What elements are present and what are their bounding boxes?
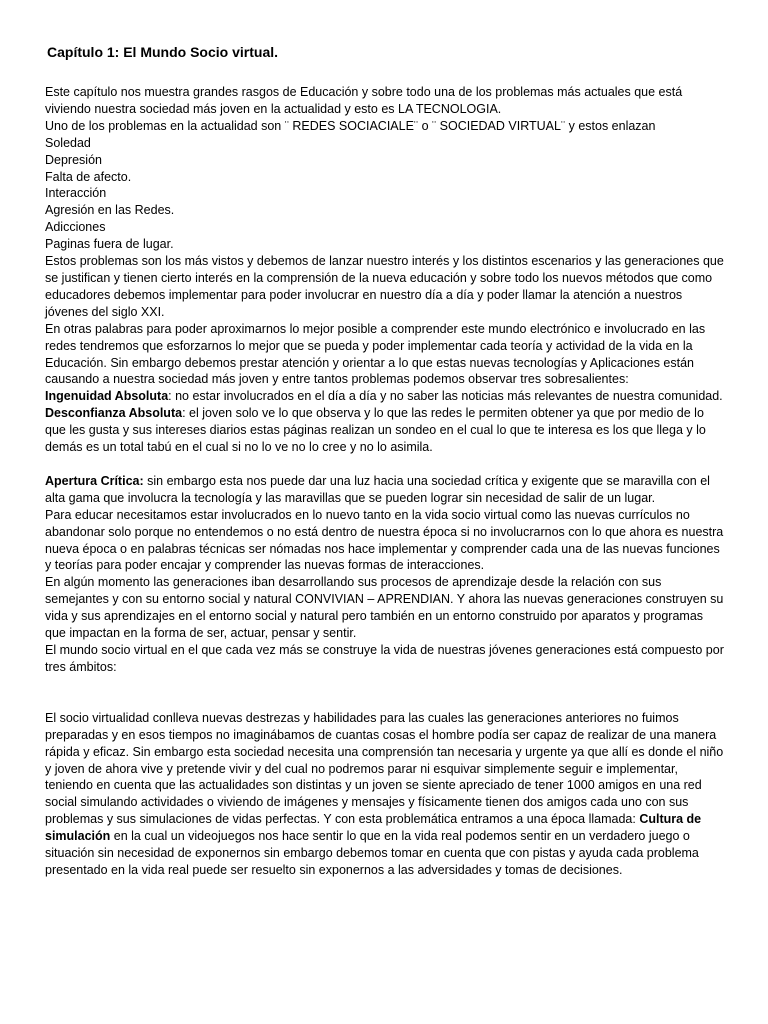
desconfianza-paragraph bbox=[45, 405, 725, 456]
problem-item: Paginas fuera de lugar. bbox=[45, 237, 174, 252]
virtualidad-text-b: en la cual un videojuegos nos hace sentir lo que en la vida real podemos sentir en un verdadero juego o situación sin necesidad de exponernos sin embargo debemos tomar en cuenta que con pistas y ayuda cada problema presentado en la vida real puede ser resuelto sin exponernos a las adversidades y tomas de decisiones. bbox=[45, 829, 699, 877]
page-title: Capítulo 1: El Mundo Socio virtual. bbox=[47, 44, 279, 60]
intro-paragraph: Este capítulo nos muestra grandes rasgos de Educación y sobre todo una de los problemas más actuales que está viviendo nuestra sociedad más joven en la actualidad y esto es LA TECNOLOGIA. bbox=[45, 85, 683, 116]
apertura-label: Apertura Crítica: bbox=[45, 473, 144, 488]
problem-item: Falta de afecto. bbox=[45, 169, 132, 184]
problems-list bbox=[45, 135, 725, 253]
problems-intro-paragraph: Uno de los problemas en la actualidad son ¨ REDES SOCIACIALE¨ o ¨ SOCIEDAD VIRTUAL¨ y estos enlazan bbox=[45, 118, 656, 133]
virtualidad-paragraph bbox=[45, 710, 725, 879]
paragraph-spacer bbox=[45, 456, 725, 473]
apertura-text: sin embargo esta nos puede dar una luz hacia una sociedad crítica y exigente que se maravilla con el alta gama que involucra la tecnología y las maravillas que se pueden lograr sin necesidad de salir de un lugar. bbox=[45, 473, 710, 505]
educar-paragraph: Para educar necesitamos estar involucrados en lo nuevo tanto en la vida socio virtual como las nuevas currículos no abandonar solo porque no entendemos o no está dentro de nuestra época si no involucrarnos con lo que ahora es nuestra nueva época o en palabras técnicas ser nómadas nos hace implementar y comprender cada una de las nuevas funciones y teorías para poder encajar y comprender las nuevas formas de interacciones. bbox=[45, 507, 724, 573]
ingenuidad-paragraph bbox=[45, 388, 725, 405]
mundo-paragraph: El mundo socio virtual en el que cada vez más se construye la vida de nuestras jóvenes generaciones está compuesto por tres ámbitos: bbox=[45, 643, 724, 674]
other-words-paragraph: En otras palabras para poder aproximarnos lo mejor posible a comprender este mundo electrónico e involucrado en las redes tendremos que esforzarnos lo mejor que se pueda y poder implementar cada teoría y actividad de la vida en la Educación. Sin embargo debemos prestar atención y orientar a lo que estas nuevas tecnologías y Aplicaciones están causando a nuestra sociedad más joven y entre tantos problemas podemos observar tres sobresalientes: bbox=[45, 321, 706, 387]
document-body bbox=[45, 84, 725, 879]
problem-item: Depresión bbox=[45, 152, 102, 167]
problems-paragraph: Estos problemas son los más vistos y debemos de lanzar nuestro interés y los distintos escenarios y las generaciones que se justifican y tienen cierto interés en la comprensión de la nueva educación y sobre todo los nuevos métodos que como educadores debemos implementar para poder involucrar en nuestro día a día y poder llamar la atención a nuestros jóvenes del siglo XXI. bbox=[45, 254, 724, 319]
apertura-paragraph bbox=[45, 473, 725, 507]
problem-item: Soledad bbox=[45, 135, 91, 150]
ingenuidad-text: : no estar involucrados en el día a día y no saber las noticias más relevantes de nuestra comunidad. bbox=[168, 389, 723, 404]
virtualidad-text-a: El socio virtualidad conlleva nuevas destrezas y habilidades para las cuales las generaciones anteriores no fuimos preparadas y en esos tiempos no imaginábamos de cuantas cosas el hombre podía ser capaz de realizar de una manera rápida y eficaz. Sin embargo esta sociedad necesita una comprensión tan necesaria y urgente ya que allí es donde el niño y joven de ahora vive y pretende vivir y del cual no podremos parar ni esquivar simplemente seguir e implementar, teniendo en cuenta que las actualidades son distintas y un joven se siente apreciado de tener 1000 amigos en una red social simulando actividades o viviendo de imágenes y mensajes y físicamente tienen dos amigos cada uno con sus problemas y sus simulaciones de vidas perfectas. Y con esta problemática entramos a una época llamada: bbox=[45, 710, 724, 827]
momento-paragraph: En algún momento las generaciones iban desarrollando sus procesos de aprendizaje desde la relación con sus semejantes y con su entorno social y natural CONVIVIAN – APRENDIAN. Y ahora las nuevas generaciones construyen su vida y sus aprendizajes en el entorno social y natural pero también en un entorno construido por aparatos y programas que impactan en la forma de ser, actuar, pensar y sentir. bbox=[45, 575, 724, 641]
problem-item: Interacción bbox=[45, 186, 107, 201]
desconfianza-label: Desconfianza Absoluta bbox=[45, 406, 183, 421]
desconfianza-text: : el joven solo ve lo que observa y lo que las redes le permiten obtener ya que por medio de lo que les gusta y sus intereses diarios estas páginas realizan un sondeo en el cual lo que te interesa es los que llega y lo demás es un total tabú en el cual si no lo ve no lo cree y no lo asimila. bbox=[45, 406, 706, 455]
problem-item: Adicciones bbox=[45, 220, 106, 235]
ingenuidad-label: Ingenuidad Absoluta bbox=[45, 389, 169, 404]
paragraph-spacer bbox=[45, 676, 725, 710]
cultura-label: Cultura de simulación bbox=[45, 812, 702, 844]
problem-item: Agresión en las Redes. bbox=[45, 203, 175, 218]
